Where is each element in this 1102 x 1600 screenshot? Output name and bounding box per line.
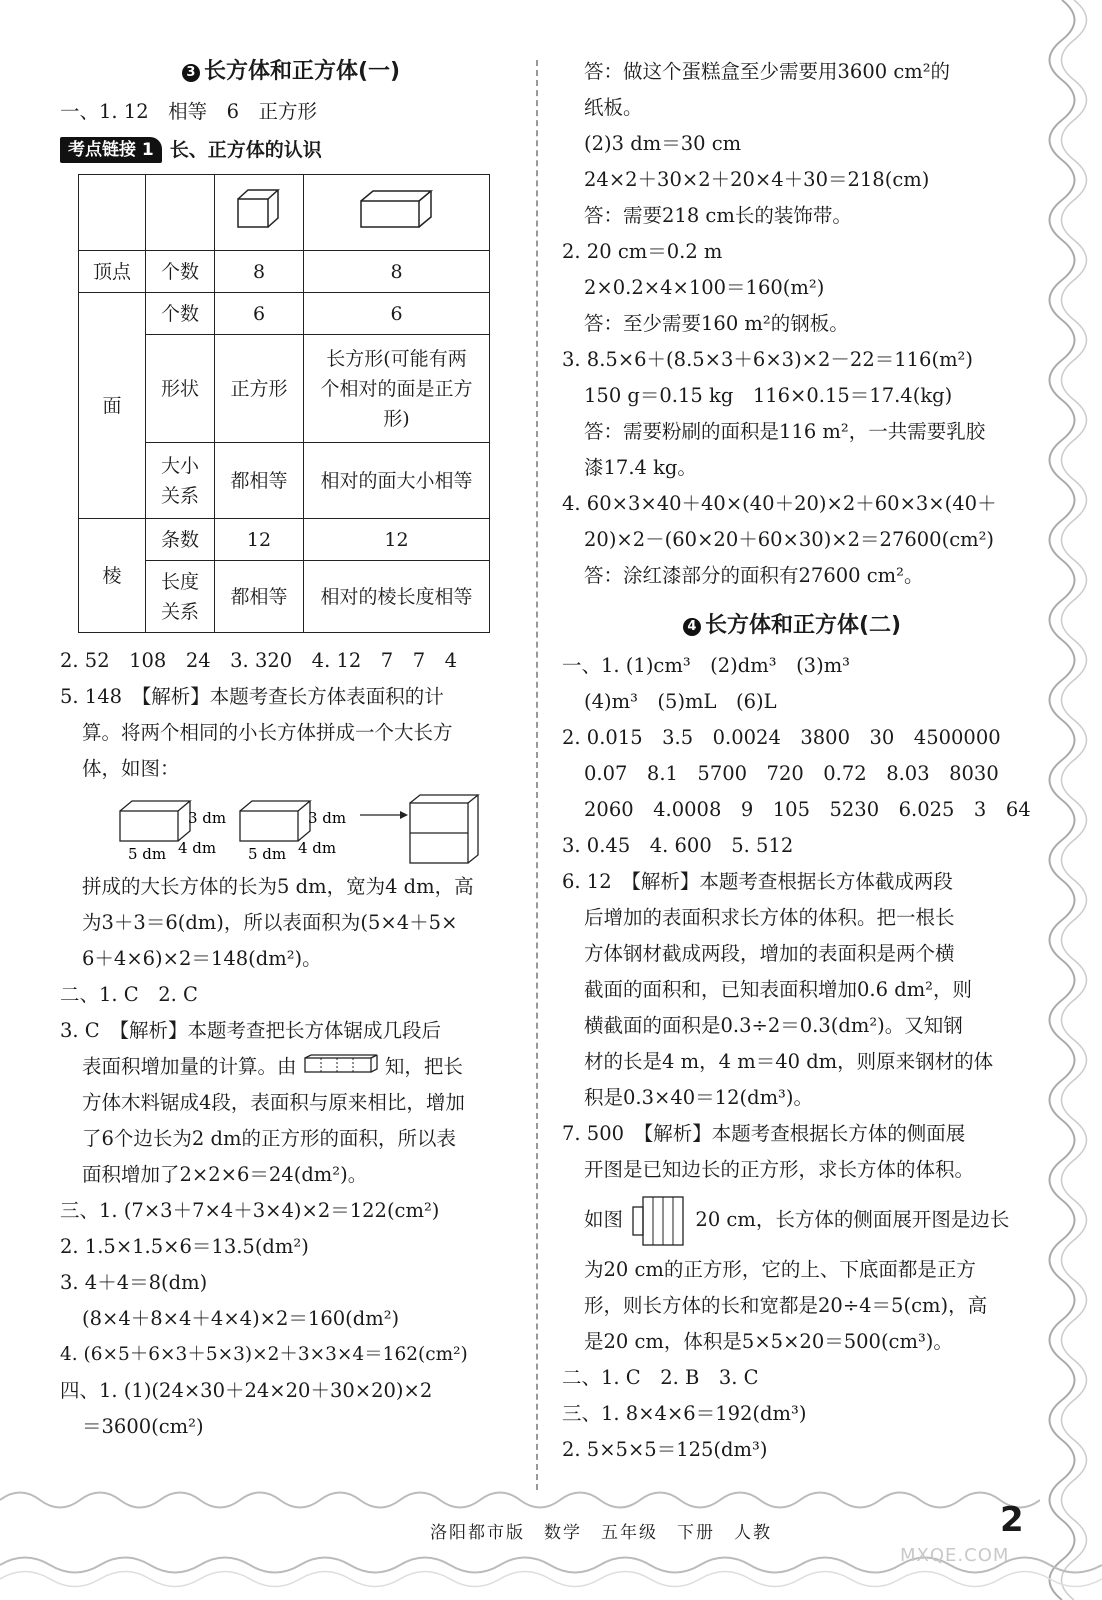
answer-s4-7: 7. 500 【解析】本题考查根据长方体的侧面展	[562, 1122, 966, 1145]
answer-s4-3-5: 3. 0.45 4. 600 5. 512	[562, 834, 794, 857]
cuboid-icon	[357, 187, 437, 229]
answer-part-4-4: 4. 60×3×40＋40×(40＋20)×2＋60×3×(40＋	[562, 492, 997, 515]
cuboid-combine-figure	[60, 793, 522, 863]
shape-comparison-table: 顶点 个数 8 8 面 个数 6 6 形状 正方形 长方形(可能有两个相对的面是正方形) 大小关系 都相等 相对的面大小相等 棱 条数 12 12 长度关系 都相等 相对的棱长度相等	[78, 174, 490, 633]
wavy-border-decoration	[1032, 0, 1102, 1600]
answer-2-4: 2. 52 108 24 3. 320 4. 12 7 7 4	[60, 649, 458, 672]
page-number: 2	[1000, 1500, 1024, 1540]
kaodian-title: 长、正方体的认识	[169, 139, 322, 161]
watermark: MXQE.COM	[900, 1545, 1010, 1566]
answer-part-4-1: 四、1. (1)(24×30＋24×20＋30×20)×2	[60, 1379, 433, 1402]
left-column: 3 长方体和正方体(一) 一、1. 12 相等 6 正方形 考点链接 1 长、正方体的认识 顶点 个数 8 8 面 个数 6 6 形状 正方形 长方形(可能有两个相对的面是正方形) 大小关系 都相等 相对的面大小相等 棱 条数 12 12 长度关系 都相等 相对的棱长度相等 2. 52 108 24 3. 320 4. 12 7 7 4 5. 148 【解析】本题考查长方体表面积的计 算。将两个相同的小长方体拼成一个大长方 体，如图： 3 dm 4 dm 5 dm 3 dm 4 dm 5 dm 拼成的大长方体的长为5 dm，宽为4 dm，高 为3＋3＝6(dm)，所以表面积为(5×4＋5× 6＋4×6)×2＝148(dm²)。 二、1. C 2. C 3. C 【解析】本题考查把长方体锯成几段后 表面积增加量的计算。由 知，把长 方体木料锯成4段，表面积与原来相比，增加 了6个边长为2 dm的正方形的面积，所以表 面积增加了2×2×6＝24(dm²)。 三、1. (7×3＋7×4＋3×4)×2＝122(cm²) 2. 1.5×1.5×6＝13.5(dm²) 3. 4＋4＝8(dm) (8×4＋8×4＋4×4)×2＝160(dm²) 4. (6×5＋6×3＋5×3)×2＋3×3×4＝162(cm²) 四、1. (1)(24×30＋24×20＋30×20)×2 ＝3600(cm²)	[60, 48, 522, 1445]
answer-part-4-3: 3. 8.5×6＋(8.5×3＋6×3)×2－22＝116(m²)	[562, 348, 973, 371]
section-number-badge: 4	[683, 618, 701, 636]
answer-5: 5. 148 【解析】本题考查长方体表面积的计	[60, 685, 444, 708]
answer-s4-part-3-1: 三、1. 8×4×6＝192(dm³)	[562, 1402, 807, 1425]
right-column: 答：做这个蛋糕盒至少需要用3600 cm²的 纸板。 (2)3 dm＝30 cm 24×2＋30×2＋20×4＋30＝218(cm) 答：需要218 cm长的装饰带。 2. 20 cm＝0.2 m 2×0.2×4×100＝160(m²) 答：至少需要160 m²的钢板。 3. 8.5×6＋(8.5×3＋6×3)×2－22＝116(m²) 150 g＝0.15 kg 116×0.15＝17.4(kg) 答：需要粉刷的面积是116 m²，一共需要乳胶 漆17.4 kg。 4. 60×3×40＋40×(40＋20)×2＋60×3×(40＋ 20)×2－(60×20＋60×30)×2＝27600(cm²) 答：涂红漆部分的面积有27600 cm²。 4 长方体和正方体(二) 一、1. (1)cm³ (2)dm³ (3)m³ (4)m³ (5)mL (6)L 2. 0.015 3.5 0.0024 3800 30 4500000 0.07 8.1 5700 720 0.72 8.03 8030 2060 4.0008 9 105 5230 6.025 3 64 3. 0.45 4. 600 5. 512 6. 12 【解析】本题考查根据长方体截成两段 后增加的表面积求长方体的体积。把一根长 方体钢材截成两段，增加的表面积是两个横 截面的面积和，已知表面积增加0.6 dm²，则 横截面的面积是0.3÷2＝0.3(dm²)。又知钢 材的长是4 m，4 m＝40 dm，则原来钢材的体 积是0.3×40＝12(dm³)。 7. 500 【解析】本题考查根据长方体的侧面展 开图是已知边长的正方形，求长方体的体积。 如图 20 cm，长方体的侧面展开图是边长 为20 cm的正方形，它的上、下底面都是正方 形，则长方体的长和宽都是20÷4＝5(cm)，高 是20 cm，体积是5×5×20＝500(cm³)。 二、1. C 2. B 3. C 三、1. 8×4×6＝192(dm³) 2. 5×5×5＝125(dm³)	[562, 48, 1022, 1468]
answer-part-2-3: 3. C 【解析】本题考查把长方体锯成几段后	[60, 1019, 441, 1042]
answer-s4-part-2: 二、1. C 2. B 3. C	[562, 1366, 759, 1389]
column-divider	[536, 60, 538, 1490]
answer-1-1: 一、1. 12 相等 6 正方形	[60, 100, 318, 123]
answer-s4-part-3-2: 2. 5×5×5＝125(dm³)	[562, 1438, 768, 1461]
cube-icon	[234, 187, 284, 229]
row-group-vertex: 顶点	[79, 251, 146, 293]
answer-part-3-3: 3. 4＋4＝8(dm)	[60, 1271, 208, 1294]
section-4-title: 4 长方体和正方体(二)	[562, 608, 1022, 644]
answer-s4-1-2: 2. 0.015 3.5 0.0024 3800 30 4500000	[562, 726, 1001, 749]
svg-text:3 dm: 3 dm	[188, 809, 227, 827]
answer-part-2: 二、1. C 2. C	[60, 983, 198, 1006]
svg-text:4 dm: 4 dm	[178, 839, 217, 857]
answer-part-4-2: 2. 20 cm＝0.2 m	[562, 240, 723, 263]
sawed-wood-icon	[303, 1054, 379, 1076]
answer-part-3-4: 4. (6×5＋6×3＋5×3)×2＋3×3×4＝162(cm²)	[60, 1344, 468, 1365]
answer-part-3-1: 三、1. (7×3＋7×4＋3×4)×2＝122(cm²)	[60, 1199, 440, 1222]
svg-text:5 dm: 5 dm	[128, 845, 167, 863]
kaodian-badge: 考点链接 1	[60, 137, 162, 163]
page-footer: 洛阳都市版 数学 五年级 下册 人教	[430, 1523, 772, 1543]
row-group-face: 面	[79, 293, 146, 519]
cube-figure-cell	[215, 175, 304, 251]
svg-text:3 dm: 3 dm	[308, 809, 347, 827]
answer-s4-1-1: 一、1. (1)cm³ (2)dm³ (3)m³	[562, 654, 850, 677]
cuboid-combine-diagram	[60, 793, 500, 865]
section-number-badge: 3	[182, 64, 200, 82]
unfolded-side-figure	[629, 1193, 689, 1249]
cuboid-figure-cell	[304, 175, 490, 251]
section-3-title: 3 长方体和正方体(一)	[60, 54, 522, 90]
answer-part-3-2: 2. 1.5×1.5×6＝13.5(dm²)	[60, 1235, 309, 1258]
bottom-wave-decoration	[0, 1485, 1040, 1515]
kaodian-header	[60, 132, 522, 168]
svg-text:5 dm: 5 dm	[248, 845, 287, 863]
svg-text:4 dm: 4 dm	[298, 839, 337, 857]
row-group-edge: 棱	[79, 519, 146, 633]
answer-s4-6: 6. 12 【解析】本题考查根据长方体截成两段	[562, 870, 953, 893]
